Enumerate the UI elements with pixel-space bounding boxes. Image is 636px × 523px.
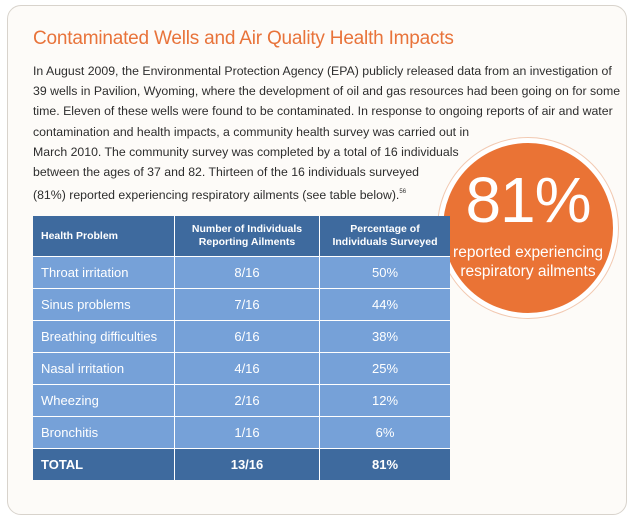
cell-percent: 6% [320, 417, 451, 449]
paragraph-line: In August 2009, the Environmental Protection Agency (EPA) publicly released data from an investigation of [33, 64, 612, 78]
header-health-problem: Health Problem [33, 216, 175, 257]
cell-percent: 25% [320, 353, 451, 385]
header-line: Percentage of [350, 223, 420, 235]
paragraph-line: contamination and health impacts, a community health survey was carried out in [33, 124, 470, 139]
table-row [33, 353, 450, 385]
cell-health-problem: Breathing difficulties [33, 321, 175, 353]
header-line: Number of Individuals [191, 223, 303, 235]
header-number-reporting [175, 216, 320, 257]
table-row [33, 289, 450, 321]
table-header-row [33, 216, 450, 257]
cell-count: 4/16 [175, 353, 320, 385]
paragraph-line-text: (81%) reported experiencing respiratory ailments (see table below). [33, 188, 400, 203]
callout-caption-line: respiratory ailments [460, 263, 596, 280]
table-total-row [33, 449, 450, 481]
cell-health-problem: Nasal irritation [33, 353, 175, 385]
table-row [33, 417, 450, 449]
paragraph-line: March 2010. The community survey was completed by a total of 16 individuals [33, 144, 459, 159]
cell-count: 2/16 [175, 385, 320, 417]
table-row [33, 257, 450, 289]
cell-count: 1/16 [175, 417, 320, 449]
cell-total-label: TOTAL [33, 449, 175, 481]
statistic-callout [438, 138, 618, 318]
cell-percent: 12% [320, 385, 451, 417]
paragraph-line: between the ages of 37 and 82. Thirteen of the 16 individuals surveyed [33, 165, 420, 180]
cell-health-problem: Sinus problems [33, 289, 175, 321]
section-heading: Contaminated Wells and Air Quality Health Impacts [33, 28, 454, 49]
paragraph-line: 39 wells in Pavilion, Wyoming, where the development of oil and gas resources had been going on for some [33, 84, 621, 99]
cell-count: 7/16 [175, 289, 320, 321]
cell-health-problem: Bronchitis [33, 417, 175, 449]
callout-percent: 81% [465, 164, 591, 236]
cell-count: 8/16 [175, 257, 320, 289]
cell-percent: 50% [320, 257, 451, 289]
health-survey-table [33, 216, 450, 480]
footnote-reference: 56 [399, 189, 407, 196]
cell-health-problem: Wheezing [33, 385, 175, 417]
callout-caption [443, 243, 613, 281]
cell-health-problem: Throat irritation [33, 257, 175, 289]
table-row [33, 321, 450, 353]
callout-caption-line: reported experiencing [453, 244, 603, 261]
cell-total-count: 13/16 [175, 449, 320, 481]
header-line: Individuals Surveyed [332, 236, 438, 248]
paragraph-line: time. Eleven of these wells were found to be contaminated. In response to ongoing reports of air and water [33, 104, 613, 119]
cell-total-percent: 81% [320, 449, 451, 481]
header-line: Reporting Ailments [198, 236, 296, 248]
cell-count: 6/16 [175, 321, 320, 353]
table-row [33, 385, 450, 417]
header-percentage-surveyed [320, 216, 451, 257]
cell-percent: 38% [320, 321, 451, 353]
cell-percent: 44% [320, 289, 451, 321]
